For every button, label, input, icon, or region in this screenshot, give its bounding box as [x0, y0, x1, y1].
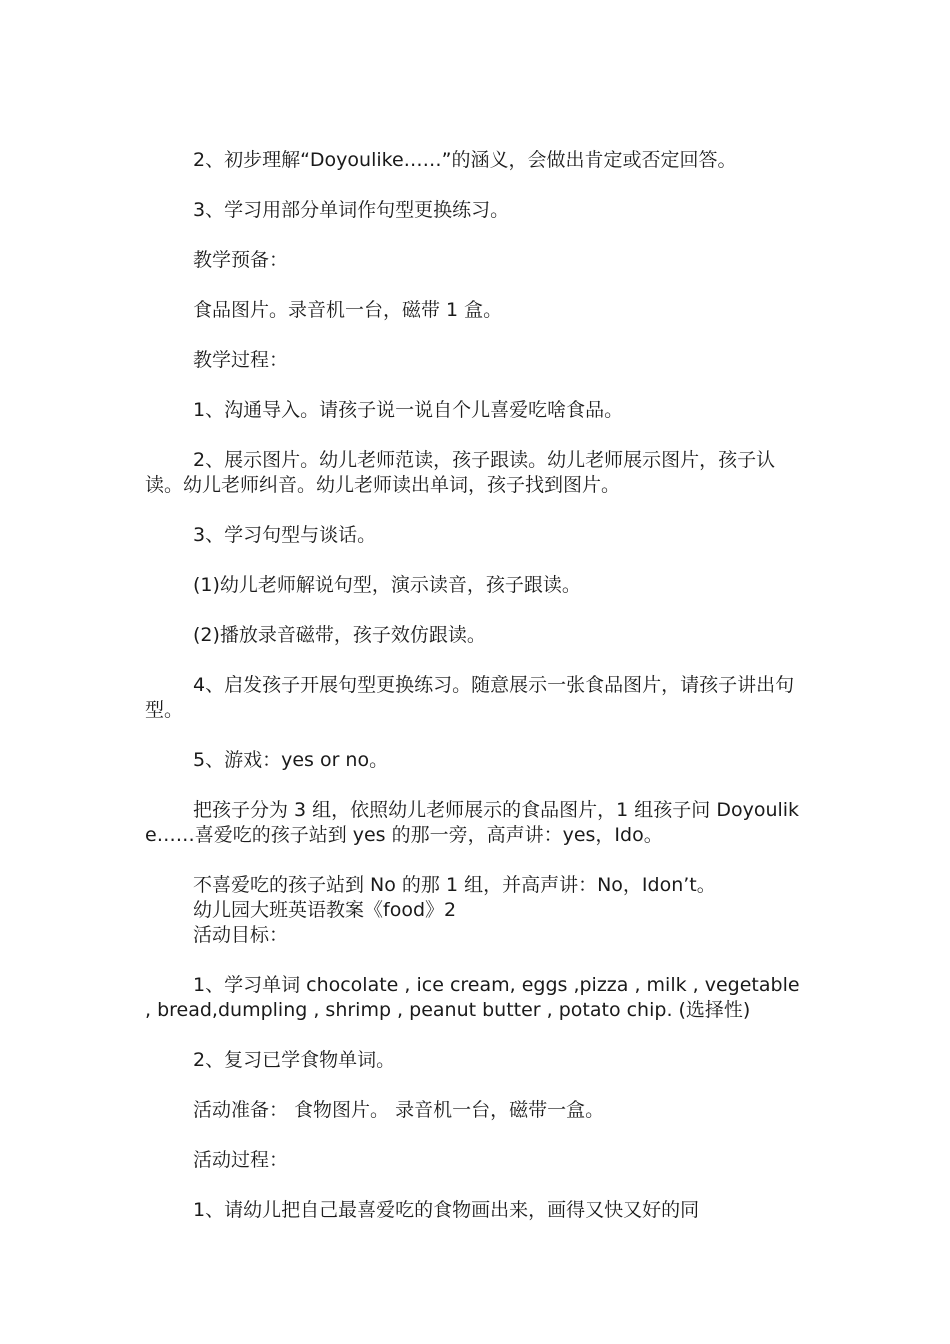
- paragraph-goal-3: 3、学习用部分单词作句型更换练习。: [193, 199, 510, 221]
- paragraph-prep-materials: 食品图片。录音机一台，磁带 1 盒。: [193, 299, 503, 321]
- document-page: [145, 0, 810, 1344]
- heading-activity-process: 活动过程：: [193, 1149, 289, 1171]
- paragraph-step-5: 5、游戏：yes or no。: [193, 749, 389, 771]
- paragraph-step-2: 2、展示图片。幼儿老师范读，孩子跟读。幼儿老师展示图片，孩子认读。幼儿老师纠音。幼儿老师读出单词，孩子找到图片。: [145, 449, 776, 496]
- paragraph-step-3-1: (1)幼儿老师解说句型，演示读音，孩子跟读。: [193, 574, 581, 596]
- paragraph-activity-goal-2: 2、复习已学食物单词。: [193, 1049, 396, 1071]
- paragraph-step-3: 3、学习句型与谈话。: [193, 524, 377, 546]
- paragraph-activity-step-1: 1、请幼儿把自己最喜爱吃的食物画出来，画得又快又好的同: [193, 1199, 700, 1221]
- heading-activity-goals: 活动目标：: [193, 924, 289, 946]
- paragraph-game-rules: 把孩子分为 3 组，依照幼儿老师展示的食品图片，1 组孩子问 Doyoulike……喜爱吃的孩子站到 yes 的那一旁，高声讲：yes，Ido。: [145, 799, 800, 846]
- paragraph-game-no: 不喜爱吃的孩子站到 No 的那 1 组，并高声讲：No，Idon’t。: [193, 874, 716, 896]
- paragraph-step-1: 1、沟通导入。请孩子说一说自个儿喜爱吃啥食品。: [193, 399, 624, 421]
- paragraph-activity-goal-1: 1、学习单词 chocolate , ice cream, eggs ,pizza , milk , vegetable , bread,dumpling , shrimp , peanut butter , potato chip. (选择性): [145, 974, 800, 1021]
- paragraph-step-3-2: (2)播放录音磁带，孩子效仿跟读。: [193, 624, 486, 646]
- heading-lesson-food-2: 幼儿园大班英语教案《food》2: [193, 899, 457, 921]
- heading-teaching-process: 教学过程：: [193, 349, 289, 371]
- paragraph-activity-prep: 活动准备： 食物图片。 录音机一台，磁带一盒。: [193, 1099, 605, 1121]
- paragraph-goal-2: 2、初步理解“Doyoulike……”的涵义，会做出肯定或否定回答。: [193, 149, 737, 171]
- heading-teaching-prep: 教学预备：: [193, 249, 289, 271]
- paragraph-step-4: 4、启发孩子开展句型更换练习。随意展示一张食品图片，请孩子讲出句型。: [145, 674, 795, 721]
